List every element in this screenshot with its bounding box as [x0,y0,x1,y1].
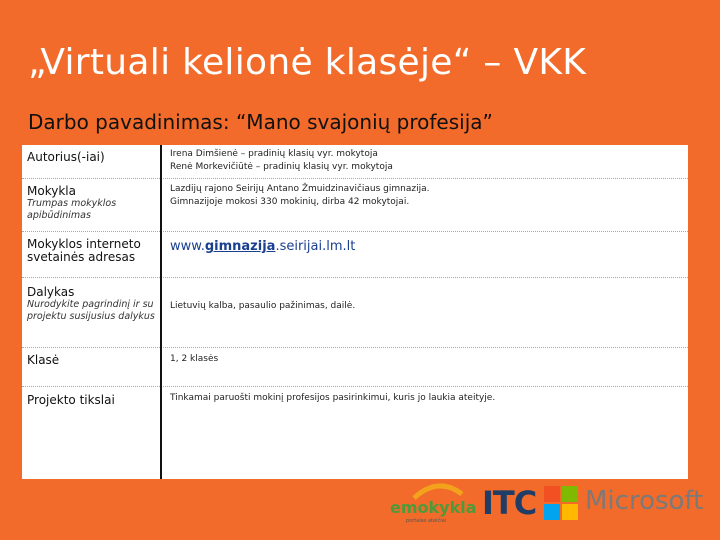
row-value [170,183,684,209]
itc-logo: ITC [482,484,537,522]
slide-subtitle: Darbo pavadinimas: “Mano svajonių profesija” [28,110,493,134]
value-line: Gimnazijoje mokosi 330 mokinių, dirba 42 mokytojai. [170,197,410,207]
table-row-goals [22,387,688,479]
row-sublabel: Nurodykite pagrindinį ir su projektu susijusius dalykus [27,299,155,322]
value-line: Lietuvių kalba, pasaulio pažinimas, dailė. [170,301,356,311]
ms-square-yellow [562,504,578,520]
row-value [170,300,684,313]
table-row-school [22,179,688,232]
table-row-website [22,232,688,278]
row-label: Klasė [27,353,60,367]
row-label: Mokyklos interneto svetainės adresas [27,237,141,264]
table-divider [160,145,162,479]
row-label: Dalykas [27,285,75,299]
emokykla-logo: emokykla portalas ateičiai [388,480,468,530]
row-label: Projekto tikslai [27,393,115,407]
website-link[interactable]: www.gimnazija.seirijai.lm.lt [170,239,356,254]
row-value [170,148,684,174]
table-row-authors [22,145,688,179]
row-label: Autorius(-iai) [27,150,105,164]
microsoft-logo-text: Microsoft [585,486,704,516]
ms-square-blue [544,504,560,520]
slide-title: „Virtuali kelionė klasėje“ – VKK [28,42,587,83]
row-value [170,392,684,405]
value-line: Irena Dimšienė – pradinių klasių vyr. mokytoja [170,149,378,159]
value-line: Tinkamai paruošti mokinį profesijos pasirinkimui, kuris jo laukia ateityje. [170,393,496,403]
ms-square-red [544,486,560,502]
microsoft-windows-icon [544,486,578,520]
row-sublabel: Trumpas mokyklos apibūdinimas [27,198,117,221]
value-line: Lazdijų rajono Seirijų Antano Žmuidzinavičiaus gimnazija. [170,184,430,194]
emokykla-arc-icon [408,480,468,500]
value-line: Renė Morkevičiūtė – pradinių klasių vyr. mokytoja [170,162,393,172]
table-row-subject [22,278,688,348]
value-line: 1, 2 klasės [170,354,219,364]
row-value [170,353,684,366]
ms-square-green [562,486,578,502]
row-value [170,240,684,255]
table-row-grade [22,348,688,387]
row-label: Mokykla [27,184,76,198]
